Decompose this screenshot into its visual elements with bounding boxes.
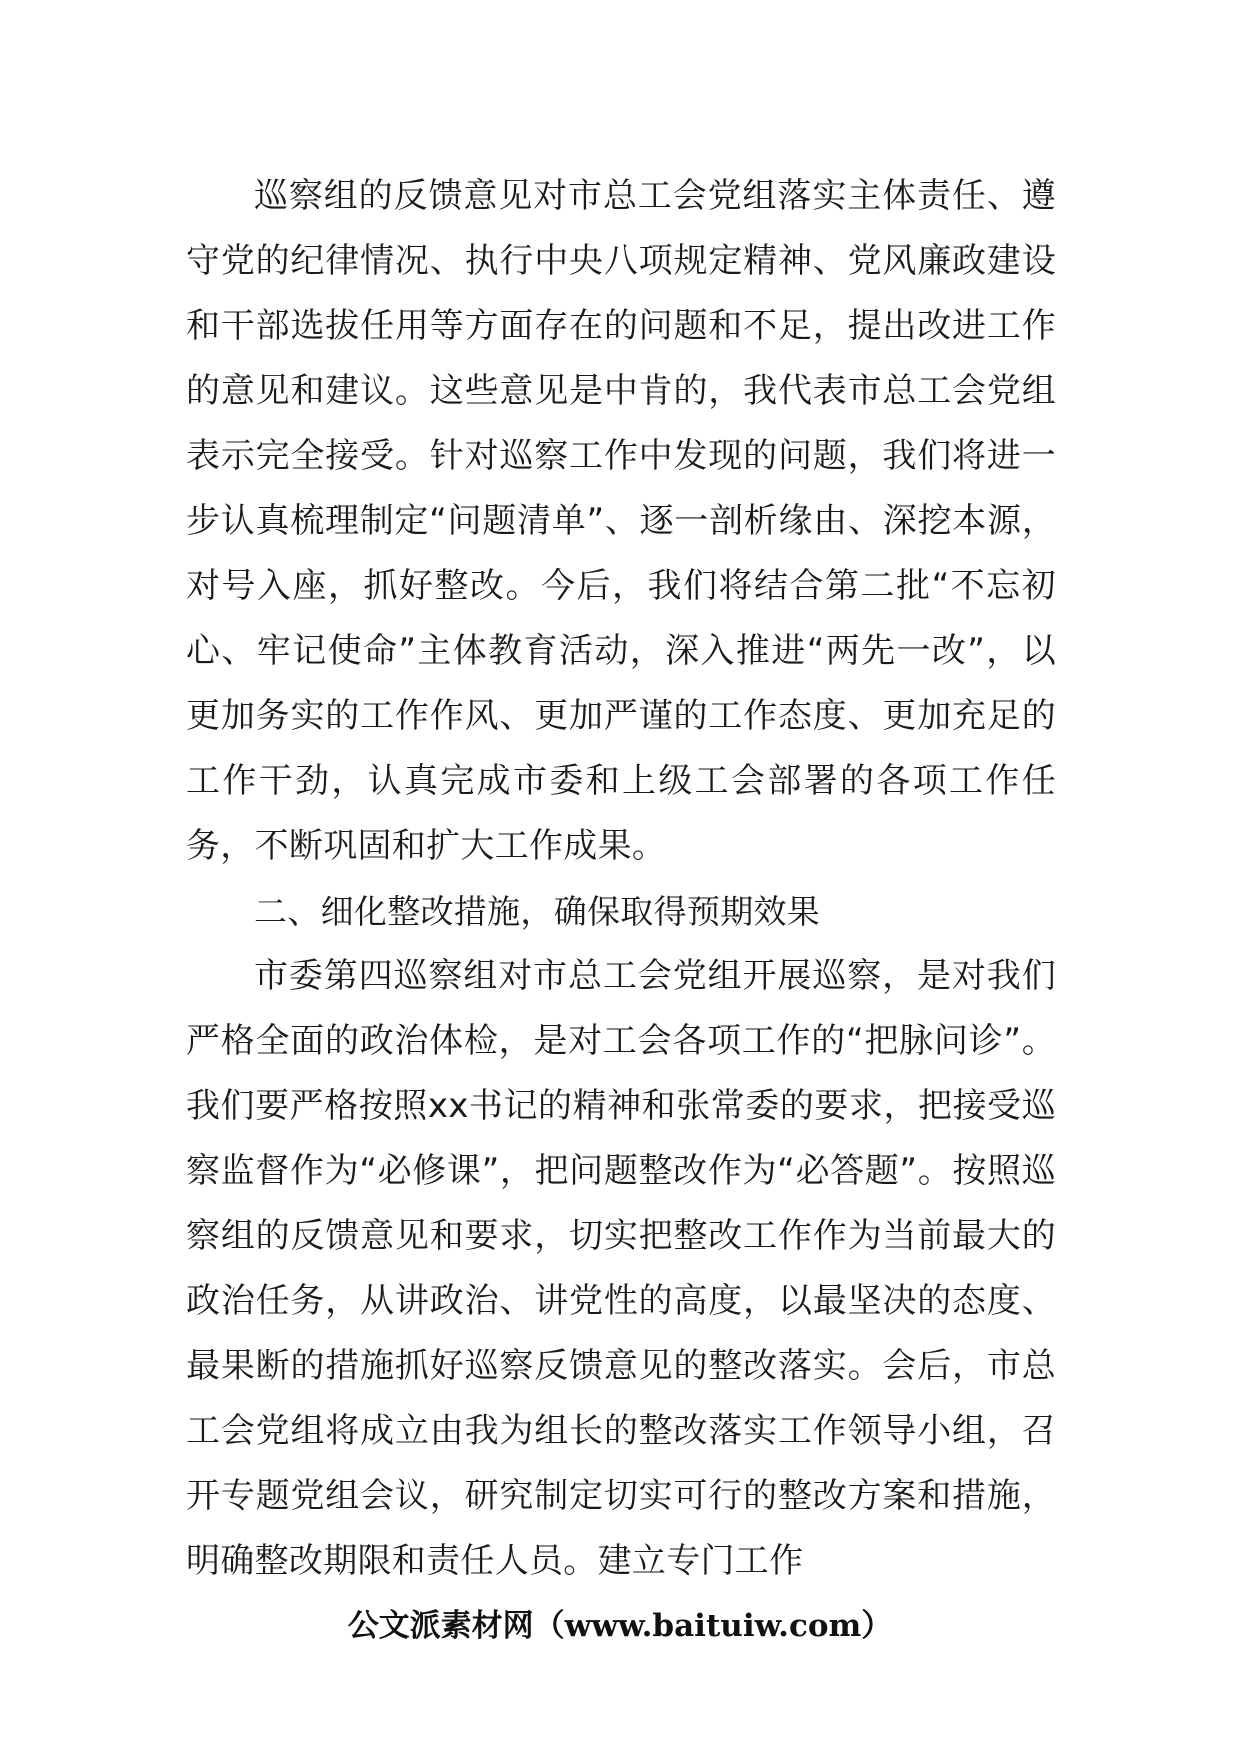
- paragraph-rectification-measures: 市委第四巡察组对市总工会党组开展巡察，是对我们严格全面的政治体检，是对工会各项工作的“把脉问诊”。我们要严格按照xx书记的精神和张常委的要求，把接受巡察监督作为“必修课”，把问题整改作为“必答题”。按照巡察组的反馈意见和要求，切实把整改工作作为当前最大的政治任务，从讲政治、讲党性的高度，以最坚决的态度、最果断的措施抓好巡察反馈意见的整改落实。会后，市总工会党组将成立由我为组长的整改落实工作领导小组，召开专题党组会议，研究制定切实可行的整改方案和措施，明确整改期限和责任人员。建立专门工作: [186, 956, 1056, 1581]
- section-heading: 二、细化整改措施，确保取得预期效果: [254, 892, 821, 931]
- document-body: [186, 164, 1056, 1594]
- footer-source-watermark: 公文派素材网（www.baituiw.com）: [347, 1608, 893, 1644]
- paragraph-feedback-acceptance: 巡察组的反馈意见对市总工会党组落实主体责任、遵守党的纪律情况、执行中央八项规定精神、党风廉政建设和干部选拔任用等方面存在的问题和不足，提出改进工作的意见和建议。这些意见是中肯的，我代表市总工会党组表示完全接受。针对巡察工作中发现的问题，我们将进一步认真梳理制定“问题清单”、逐一剖析缘由、深挖本源，对号入座，抓好整改。今后，我们将结合第二批“不忘初心、牢记使命”主体教育活动，深入推进“两先一改”，以更加务实的工作作风、更加严谨的工作态度、更加充足的工作干劲，认真完成市委和上级工会部署的各项工作任务，不断巩固和扩大工作成果。: [186, 176, 1056, 866]
